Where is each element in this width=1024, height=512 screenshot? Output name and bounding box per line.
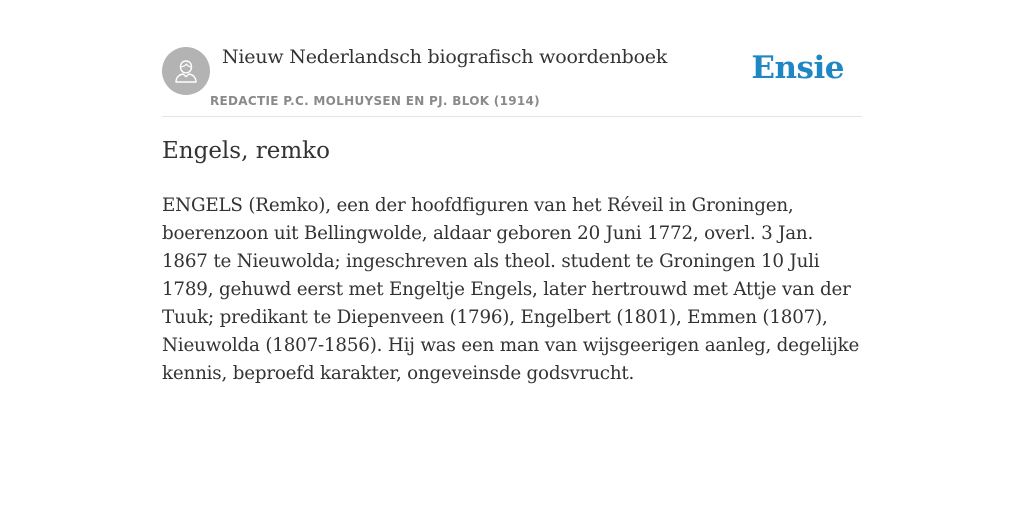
entry-body: ENGELS (Remko), een der hoofdfiguren van het Réveil in Groningen, boerenzoon uit Bellingwolde, aldaar geboren 20 Juni 1772, overl. 3 Jan. 1867 te Nieuwolda; ingeschreven als theol. student te Groningen 10 Juli 1789, gehuwd eerst met Engeltje Engels, later hertrouwd met Attje van der Tuuk; predikant te Diepenveen (1796), Engelbert (1801), Emmen (1807), Nieuwolda (1807-1856). Hij was een man van wijsgeerigen aanleg, degelijke kennis, beproefd karakter, ongeveinsde godsvrucht. [162,195,860,384]
ensie-logo[interactable]: Ensie [751,50,844,86]
avatar[interactable] [162,47,210,95]
source-editors: REDACTIE P.C. MOLHUYSEN EN PJ. BLOK (1914) [210,94,540,108]
source-header [162,36,862,117]
entry-title: Engels, remko [162,138,330,164]
source-title[interactable]: Nieuw Nederlandsch biografisch woordenboek [222,46,668,68]
user-icon [172,57,200,85]
